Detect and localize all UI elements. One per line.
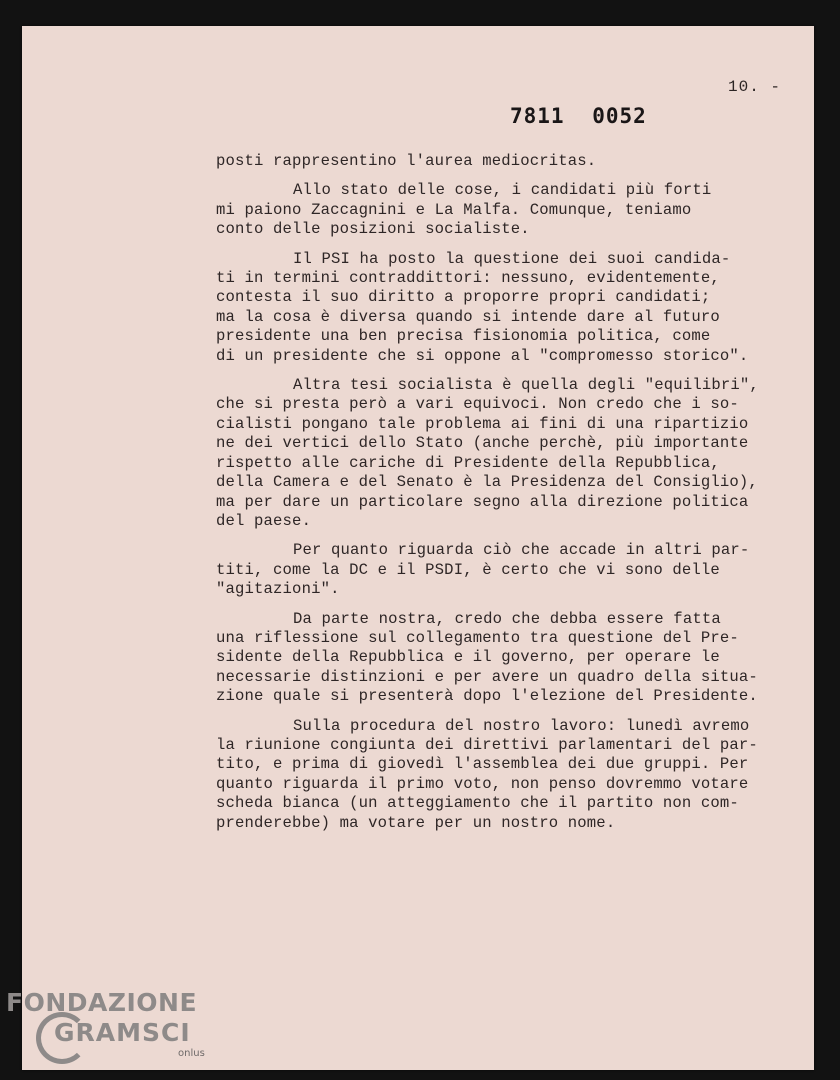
text-line: una riflessione sul collegamento tra questione del Pre-	[216, 628, 739, 647]
text-line: ti in termini contraddittori: nessuno, evidentemente,	[216, 269, 720, 288]
text-line: la riunione congiunta dei direttivi parlamentari del par-	[216, 735, 758, 754]
logo-line-2: GRAMSCI	[54, 1018, 191, 1047]
text-line: Altra tesi socialista è quella degli "equilibri",	[293, 376, 759, 395]
text-line: ma la cosa è diversa quando si intende dare al futuro	[216, 307, 720, 326]
logo-line-3: onlus	[178, 1048, 205, 1059]
text-line: Da parte nostra, credo che debba essere fatta	[293, 609, 721, 628]
archive-stamp: 7811 0052	[510, 104, 647, 128]
text-line: Per quanto riguarda ciò che accade in altri par-	[293, 541, 750, 560]
text-line: sidente della Repubblica e il governo, per operare le	[216, 648, 720, 667]
page-number: 10. -	[728, 78, 782, 96]
text-line: presidente una ben precisa fisionomia politica, come	[216, 327, 711, 346]
text-line: ne dei vertici dello Stato (anche perchè, più importante	[216, 434, 749, 453]
text-line: mi paiono Zaccagnini e La Malfa. Comunque, teniamo	[216, 200, 692, 219]
text-line: Il PSI ha posto la questione dei suoi candida-	[293, 249, 731, 268]
body-text	[216, 152, 786, 843]
text-line: cialisti pongano tale problema ai fini di una ripartizio	[216, 414, 749, 433]
text-line: posti rappresentino l'aurea mediocritas.	[216, 152, 597, 170]
text-line: necessarie distinzioni e per avere un quadro della situa-	[216, 667, 758, 686]
text-line: di un presidente che si oppone al "compromesso storico".	[216, 346, 749, 365]
text-line: scheda bianca (un atteggiamento che il partito non com-	[216, 794, 739, 813]
text-line: Allo stato delle cose, i candidati più forti	[293, 181, 712, 200]
fondazione-gramsci-logo	[6, 988, 216, 1068]
text-line: che si presta però a vari equivoci. Non credo che i so-	[216, 395, 739, 414]
text-line: tito, e prima di giovedì l'assemblea dei due gruppi. Per	[216, 755, 749, 774]
logo-line-1: FONDAZIONE	[6, 988, 198, 1017]
text-line: zione quale si presenterà dopo l'elezione del Presidente.	[216, 687, 758, 706]
text-line: Sulla procedura del nostro lavoro: lunedì avremo	[293, 716, 750, 735]
text-line: del paese.	[216, 511, 312, 530]
text-line: ma per dare un particolare segno alla direzione politica	[216, 492, 749, 511]
text-line: rispetto alle cariche di Presidente della Repubblica,	[216, 453, 720, 472]
text-line: contesta il suo diritto a proporre propri candidati;	[216, 288, 711, 307]
text-line: "agitazioni".	[216, 580, 340, 599]
text-line: della Camera e del Senato è la Presidenza del Consiglio),	[216, 473, 758, 492]
text-line: titi, come la DC e il PSDI, è certo che vi sono delle	[216, 560, 720, 579]
text-line: quanto riguarda il primo voto, non penso dovremmo votare	[216, 774, 749, 793]
text-line: prenderebbe) ma votare per un nostro nome.	[216, 813, 616, 832]
text-line: conto delle posizioni socialiste.	[216, 220, 530, 239]
